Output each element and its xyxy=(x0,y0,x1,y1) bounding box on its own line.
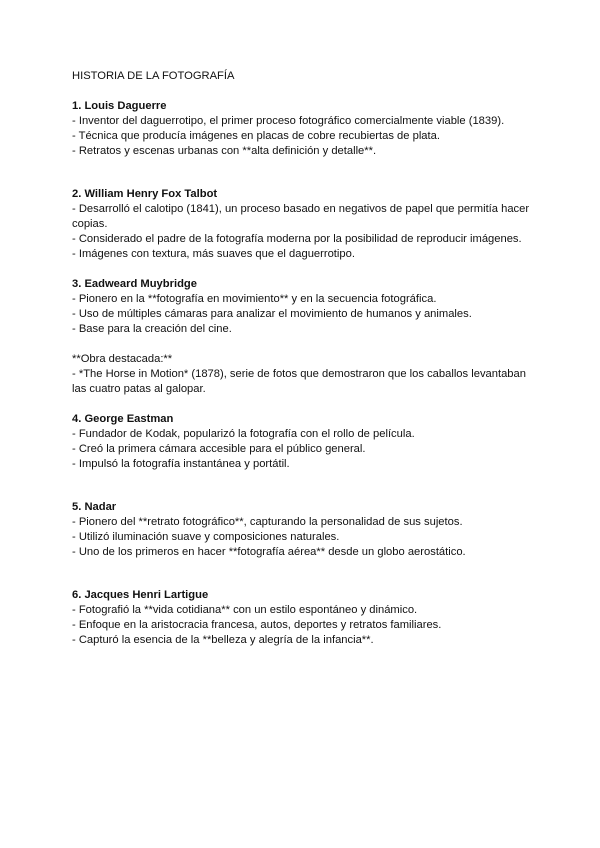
section-heading: 6. Jacques Henri Lartigue xyxy=(72,589,209,601)
section-fox-talbot xyxy=(72,187,542,262)
list-item: - Creó la primera cámara accesible para el público general. xyxy=(72,443,366,455)
section-heading: 2. William Henry Fox Talbot xyxy=(72,188,218,200)
section-heading: 1. Louis Daguerre xyxy=(72,100,167,112)
spacer xyxy=(72,159,542,187)
spacer xyxy=(72,472,542,500)
spacer xyxy=(72,560,542,588)
section-george-eastman xyxy=(72,412,542,472)
section-heading: 3. Eadweard Muybridge xyxy=(72,278,197,290)
section-heading: 4. George Eastman xyxy=(72,413,174,425)
list-item: - Base para la creación del cine. xyxy=(72,323,232,335)
spacer xyxy=(72,397,542,412)
list-item: - Utilizó iluminación suave y composiciones naturales. xyxy=(72,531,340,543)
list-item: - Capturó la esencia de la **belleza y alegría de la infancia**. xyxy=(72,634,374,646)
section-louis-daguerre xyxy=(72,99,542,159)
list-item: - Enfoque en la aristocracia francesa, autos, deportes y retratos familiares. xyxy=(72,619,442,631)
document-page xyxy=(72,69,542,648)
list-item: - Impulsó la fotografía instantánea y portátil. xyxy=(72,458,290,470)
list-item: - Pionero en la **fotografía en movimiento** y en la secuencia fotográfica. xyxy=(72,293,437,305)
list-item: - Fotografió la **vida cotidiana** con un estilo espontáneo y dinámico. xyxy=(72,604,418,616)
document-title: HISTORIA DE LA FOTOGRAFÍA xyxy=(72,70,235,82)
spacer xyxy=(72,262,542,277)
list-item: - Imágenes con textura, más suaves que el daguerrotipo. xyxy=(72,248,355,260)
list-item: - Uso de múltiples cámaras para analizar el movimiento de humanos y animales. xyxy=(72,308,472,320)
list-item: - Considerado el padre de la fotografía moderna por la posibilidad de reproducir imágenes. xyxy=(72,233,522,245)
list-item: - Uno de los primeros en hacer **fotografía aérea** desde un globo aerostático. xyxy=(72,546,466,558)
list-item: - Inventor del daguerrotipo, el primer proceso fotográfico comercialmente viable (1839). xyxy=(72,115,505,127)
list-item: - Retratos y escenas urbanas con **alta definición y detalle**. xyxy=(72,145,377,157)
note-label: **Obra destacada:** xyxy=(72,353,173,365)
list-item: - Técnica que producía imágenes en placas de cobre recubiertas de plata. xyxy=(72,130,440,142)
list-item: - Desarrolló el calotipo (1841), un proceso basado en negativos de papel que permitía hacer copias. xyxy=(72,203,530,230)
section-heading: 5. Nadar xyxy=(72,501,117,513)
spacer xyxy=(72,337,542,352)
list-item: - *The Horse in Motion* (1878), serie de fotos que demostraron que los caballos levantaban las cuatro patas al galopar. xyxy=(72,368,526,395)
section-nadar xyxy=(72,500,542,560)
list-item: - Pionero del **retrato fotográfico**, capturando la personalidad de sus sujetos. xyxy=(72,516,463,528)
section-muybridge xyxy=(72,277,542,397)
list-item: - Fundador de Kodak, popularizó la fotografía con el rollo de película. xyxy=(72,428,415,440)
section-lartigue xyxy=(72,588,542,648)
